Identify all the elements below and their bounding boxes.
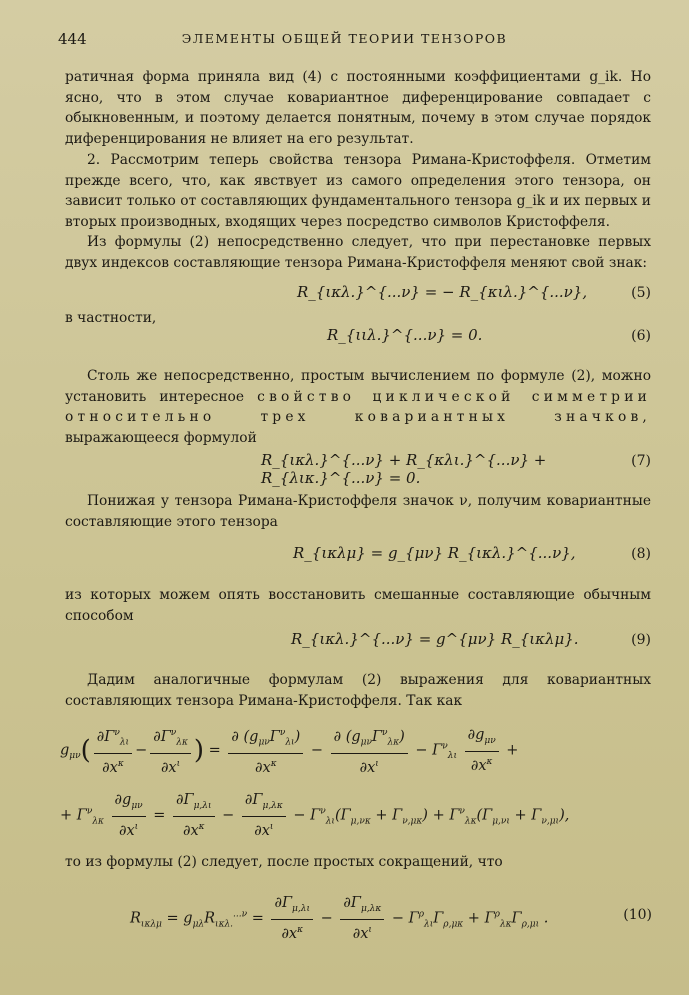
equation-5 <box>65 283 651 311</box>
paragraph-in-particular: в частности, <box>65 310 157 326</box>
equation-10 <box>60 893 652 945</box>
page-header <box>58 30 631 50</box>
equation-9-body: R_{ικλ.}^{...ν} = g^{μν} R_{ικλμ}. <box>291 630 579 648</box>
equation-7-body: R_{ικλ.}^{...ν} + R_{κλι.}^{...ν} + R_{λικ.}^{...ν} = 0. <box>261 451 547 487</box>
equation-8-number: (8) <box>631 546 651 562</box>
equation-9-number: (9) <box>631 632 651 648</box>
equation-6-body: R_{ιιλ.}^{...ν} = 0. <box>327 326 483 344</box>
equation-7 <box>65 451 651 487</box>
equation-6 <box>65 326 651 354</box>
paragraph-restore-mixed: из которых можем опять восстановить смешанные составляющие обычным способом <box>65 587 651 624</box>
equation-8-body: R_{ικλμ} = g_{μν} R_{ικλ.}^{...ν}, <box>293 544 576 562</box>
paragraph-cyclic-text-a: Столь же непосредственно, простым вычислением по формуле (2), можно установить интересное <box>65 368 651 405</box>
equation-8 <box>65 544 651 572</box>
equation-10-number: (10) <box>623 907 652 923</box>
paragraph-simplification: то из формулы (2) следует, после простых сокращений, что <box>65 854 503 870</box>
paragraph-cyclic-text-b: выражающееся формулой <box>65 429 257 446</box>
paragraph-index-swap: Из формулы (2) непосредственно следует, что при перестановке первых двух индексов составляющие тензора Римана-Кристоффеля меняют свой знак: <box>65 234 651 271</box>
equation-10-body: $R_{\iota\kappa\lambda\mu} = g_{\mu\lambda}R_{\iota\kappa\lambda.}^{...\nu}$ = $\frac{\partial\Gamma_{\mu,\lambda\iota}}{\partial x^\kappa}$ − $\frac{\partial\Gamma_{\mu,\lambda\kappa}}{\partial x^\iota}$ − $\Gamma^\rho_{\lambda\iota}\Gamma_{\rho,\mu\kappa} + \Gamma^\rho_{\lambda\kappa}\Gamma_{\rho,\mu\iota}$ . <box>130 895 549 942</box>
equation-5-body: R_{ικλ.}^{...ν} = − R_{κιλ.}^{...ν}, <box>297 283 588 301</box>
equation-5-number: (5) <box>631 285 651 301</box>
paragraph-covariant-expressions: Дадим аналогичные формулам (2) выражения для ковариантных составляющих тензора Римана-Кристоффеля. Так как <box>65 672 651 709</box>
paragraph-section-2: 2. Рассмотрим теперь свойства тензора Римана-Кристоффеля. Отметим прежде всего, что, как явствует из самого определения этого тензора, он зависит только от составляющих фундаментального тензора g_ik и их первых и вторых производных, входящих через посредство символов Кристоффеля. <box>65 152 651 230</box>
equation-derivation-line-2-body: + $\Gamma^\nu_{\lambda\kappa}$ $\frac{\partial g_{\mu\nu}}{\partial x^\iota}$ = $\frac{\partial\Gamma_{\mu,\lambda\iota}}{\partial x^\kappa}$ − $\frac{\partial\Gamma_{\mu,\lambda\kappa}}{\partial x^\iota}$ − $\Gamma^\nu_{\lambda\iota}(\Gamma_{\mu,\nu\kappa} + \Gamma_{\nu,\mu\kappa}) + \Gamma^\nu_{\lambda\kappa}(\Gamma_{\mu,\nu\iota} + \Gamma_{\nu,\mu\iota})$, <box>60 792 570 839</box>
running-title: ЭЛЕМЕНТЫ ОБЩЕЙ ТЕОРИИ ТЕНЗОРОВ <box>181 31 508 46</box>
paragraph-lowering-index: Понижая у тензора Римана-Кристоффеля значок ν, получим ковариантные составляющие этого тензора <box>65 493 651 530</box>
equation-6-number: (6) <box>631 328 651 344</box>
equation-derivation-line-1-body: $g_{\mu\nu}$( $\frac{\partial\Gamma^\nu_{\lambda\iota}}{\partial x^\kappa}$ − $\frac{\partial\Gamma^\nu_{\lambda\kappa}}{\partial x^\iota}$ ) = $\frac{\partial (g_{\mu\nu}\Gamma^\nu_{\lambda\iota})}{\partial x^\kappa}$ − $\frac{\partial (g_{\mu\nu}\Gamma^\nu_{\lambda\kappa})}{\partial x^\iota}$ − $\Gamma^\nu_{\lambda\iota}$ $\frac{\partial g_{\mu\nu}}{\partial x^\kappa}$ + <box>60 723 518 778</box>
equation-derivation-line-2 <box>60 790 652 842</box>
paragraph-cyclic-spaced: свойство циклической симметрии относительно трех ковариантных значков, <box>65 388 652 425</box>
equation-derivation-line-1 <box>60 723 652 775</box>
paragraph-cyclic-symmetry <box>65 366 651 448</box>
equation-7-number: (7) <box>631 453 651 469</box>
page-number: 444 <box>58 30 87 48</box>
paragraph-continuation: ратичная форма приняла вид (4) с постоянными коэффициентами g_ik. Но ясно, что в этом случае ковариантное диференцирование совпадает с обыкновенным, и поэтому делается понятным, почему в этом случае порядок диференцирования не влияет на его результат. <box>65 69 651 147</box>
equation-9 <box>65 630 651 658</box>
